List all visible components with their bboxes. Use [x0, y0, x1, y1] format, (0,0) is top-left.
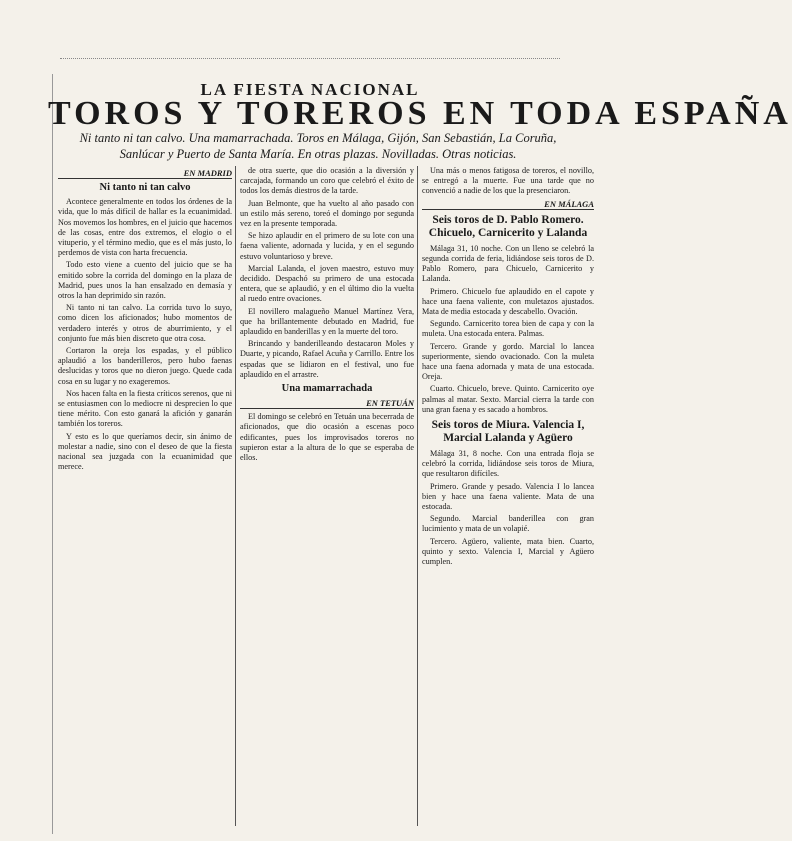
paragraph: Cortaron la oreja los espadas, y el público aplaudió a los banderilleros, pero hubo faenas deslucidas y toros que no dieron juego. Quede cada cosa en su lugar y no exageremos. — [58, 346, 232, 386]
column-rule-2 — [417, 166, 418, 826]
paragraph: Primero. Grande y pesado. Valencia I lo lancea bien y hace una faena valiente. Mata de una estocada. — [422, 481, 594, 512]
paragraph: Ni tanto ni tan calvo. La corrida tuvo lo suyo, como dicen los aficionados; hubo momentos de verdadero interés y otros de aburrimiento, y el conjunto fue más bien discreto que otra cosa. — [58, 303, 232, 343]
paragraph: Nos hacen falta en la fiesta críticos serenos, que ni se entusiasmen con lo mediocre ni desprecien lo que tiene mérito. Con esto ganará la afición y ganarán también los toreros. — [58, 388, 232, 429]
running-header-rule — [60, 58, 560, 65]
page-headline: TOROS Y TOREROS EN TODA ESPAÑA — [48, 95, 792, 132]
paragraph: Brincando y banderilleando destacaron Moles y Duarte, y picando, Rafael Acuña y Carrillo. Entre los espadas que se lidiaron en el festival, uno fue aplaudido en el arrastre. — [240, 339, 414, 379]
dateline-madrid: EN MADRID — [58, 168, 232, 179]
paragraph: Una más o menos fatigosa de toreros, el novillo, se entregó a la muerte. Fue una tarde que no convenció a nadie de los que la presenciaron. — [422, 166, 594, 196]
paragraph: Acontece generalmente en todos los órdenes de la vida, que lo más difícil de hallar es la ecuanimidad. Nos movemos los hombres, en el juicio que hacemos de las cosas, entre dos extremos, el elogio o el vituperio, y el término medio, que es el más justo, lo perdemos de vista con harta frecuencia. — [58, 197, 232, 258]
left-margin-rule — [52, 74, 53, 834]
paragraph: Málaga 31, 8 noche. Con una entrada floja se celebró la corrida, lidiándose seis toros de Miura, que resultaron difíciles. — [422, 449, 594, 479]
column-center — [240, 166, 414, 831]
column-malaga — [422, 166, 594, 831]
paragraph: El novillero malagueño Manuel Martínez Vera, que ha brillantemente debutado en Madrid, fue aplaudido en banderillas y en la muerte del toro. — [240, 306, 414, 337]
paragraph: Todo esto viene a cuento del juicio que se ha emitido sobre la corrida del domingo en la plaza de Madrid, pues unos la han ensalzado en demasía y otros la han deprimido sin razón. — [58, 260, 232, 301]
paragraph: Se hizo aplaudir en el primero de su lote con una faena valiente, adornada y lucida, y en el segundo estuvo voluntarioso y breve. — [240, 231, 414, 261]
paragraph: Tercero. Grande y gordo. Marcial lo lancea superiormente, siendo ovacionado. Con la muleta hace una faena adornada y mata de una estocada. Oreja. — [422, 341, 594, 382]
paragraph: Primero. Chicuelo fue aplaudido en el capote y hace una faena valiente, con muletazos ajustados. Mata de media estocada y descabello. Ovación. — [422, 286, 594, 317]
dateline-tetuan: EN TETUÁN — [240, 398, 414, 409]
column-madrid — [58, 166, 232, 831]
dateline-malaga: EN MÁLAGA — [422, 199, 594, 210]
subhead-mamarrachada: Una mamarrachada — [281, 383, 373, 395]
paragraph: Y esto es lo que queríamos decir, sin ánimo de molestar a nadie, sino con el deseo de que la fiesta nacional sea juzgada con la ecuanimidad que merece. — [58, 431, 232, 472]
paragraph: Segundo. Marcial banderillea con gran lucimiento y mata de un volapié. — [422, 514, 594, 534]
paragraph: Juan Belmonte, que ha vuelto al año pasado con un estilo más sereno, toreó el domingo por segunda vez en la presente temporada. — [240, 198, 414, 229]
paragraph: El domingo se celebró en Tetuán una becerrada de aficionados, que dio ocasión a escenas poco edificantes, pues los improvisados toreros no supieron estar a la altura de lo que se esperaba de ellos. — [240, 412, 414, 463]
paragraph: de otra suerte, que dio ocasión a la diversión y carcajada, formando un coro que celebró el éxito de todos los demás diestros de la tarde. — [240, 166, 414, 196]
subhead-pablo-romero: Seis toros de D. Pablo Romero. Chicuelo, Carnicerito y Lalanda — [428, 213, 588, 239]
paragraph: Segundo. Carnicerito torea bien de capa y con la muleta. Una estocada entera. Palmas. — [422, 319, 594, 339]
paragraph: Marcial Lalanda, el joven maestro, estuvo muy decidido. Despachó su primero de una estocada entera, que se aplaudió, y en el último dio la vuelta al ruedo entre ovaciones. — [240, 263, 414, 304]
paragraph: Málaga 31, 10 noche. Con un lleno se celebró la segunda corrida de feria, lidiándose seis toros de D. Pablo Romero, para Chicuelo, Carnicerito y Lalanda. — [422, 243, 594, 284]
column-rule-1 — [235, 166, 236, 826]
headline-deck: Ni tanto ni tan calvo. Una mamarrachada. Toros en Málaga, Gijón, San Sebastián, La Coruña, Sanlúcar y Puerto de Santa María. En otras plazas. Novilladas. Otras noticias. — [79, 131, 557, 161]
subhead-miura: Seis toros de Miura. Valencia I, Marcial Lalanda y Agüero — [431, 419, 585, 445]
paragraph: Tercero. Agüero, valiente, mata bien. Cuarto, quinto y sexto. Valencia I, Marcial y Agüero cumplen. — [422, 536, 594, 567]
subhead-ni-tanto: Ni tanto ni tan calvo — [99, 182, 191, 194]
section-title: LA FIESTA NACIONAL — [200, 80, 420, 99]
paragraph: Cuarto. Chicuelo, breve. Quinto. Carnicerito oye palmas al matar. Sexto. Marcial cierra la tarde con una gran faena y es sacado a hombros. — [422, 384, 594, 414]
